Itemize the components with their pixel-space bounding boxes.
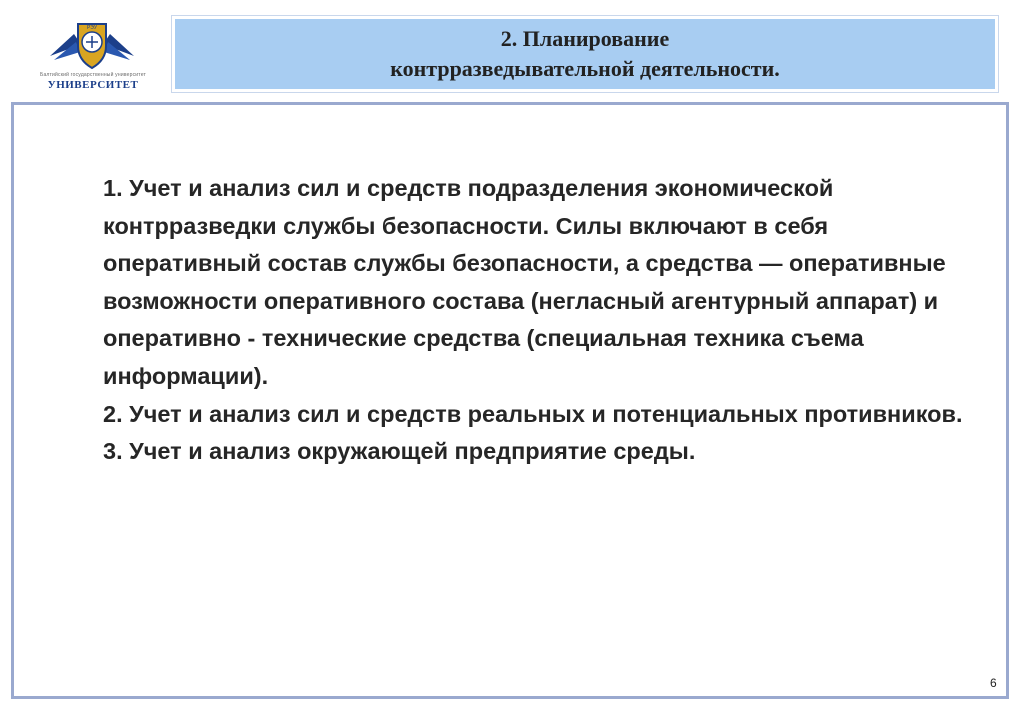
body-paragraph-3: 3. Учет и анализ окружающей предприятие среды. [103, 438, 696, 465]
university-emblem-icon [44, 16, 140, 76]
page-number: 6 [990, 676, 997, 690]
slide-title-line-2: контрразведывательной деятельности. [390, 56, 780, 81]
body-paragraph-2: 2. Учет и анализ сил и средств реальных и потенциальных противников. [103, 400, 963, 427]
slide-title-line-1: 2. Планирование [500, 26, 670, 51]
slide-body [103, 170, 963, 471]
slide-title-band [172, 16, 998, 92]
logo-caption-main: УНИВЕРСИТЕТ [47, 79, 139, 91]
logo-caption-small: Балтийский государственный университет [39, 72, 147, 78]
body-paragraph-1: 1. Учет и анализ сил и средств подразделения экономической контрразведки службы безопасности. Силы включают в себя оперативный состав службы безопасности, а средства — оперативные возможности оперативного состава (негласный агентурный аппарат) и оперативно - технические средства (специальная техника съема информации). [103, 175, 946, 389]
logo-seal-text: РЭУ [86, 25, 98, 31]
